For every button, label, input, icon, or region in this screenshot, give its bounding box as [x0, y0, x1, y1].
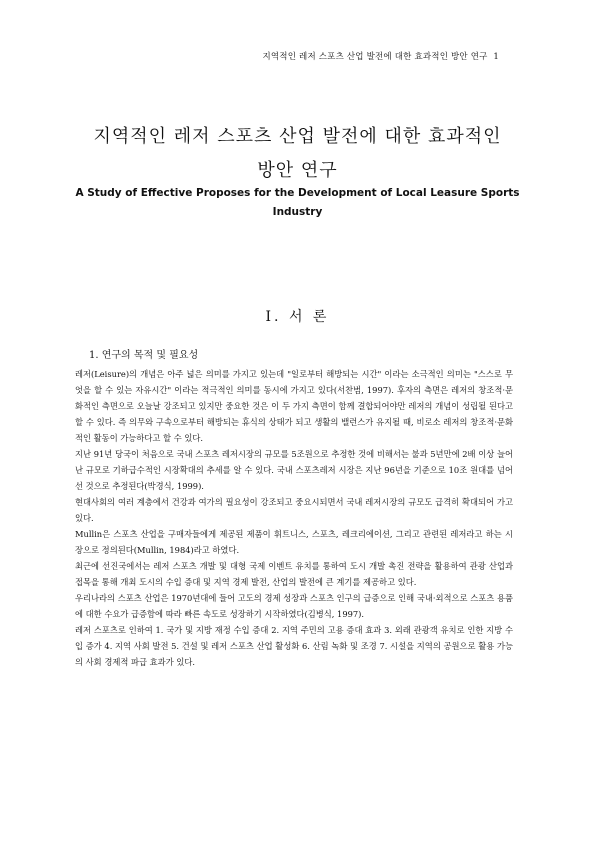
paragraph: 현대사회의 여러 계층에서 건강과 여가의 필요성이 강조되고 중요시되면서 국내 레저시장의 규모도 급격히 확대되어 가고 있다.: [75, 497, 513, 523]
running-title: 지역적인 레저 스포츠 산업 발전에 대한 효과적인 방안 연구: [262, 52, 488, 62]
paragraph: 레저 스포츠로 인하여 1. 국가 및 지방 재정 수입 증대 2. 지역 주민의 고용 증대 효과 3. 외래 관광객 유치로 인한 지방 수입 증가 4. 지역 사회 발전 5. 건설 및 레저 스포츠 산업 활성화 6. 산림 녹화 및 조경 7. 시설을 지역의 공원으로 활용 가능 의 사회 경제적 파급 효과가 있다.: [75, 625, 513, 667]
running-header: [262, 50, 499, 62]
body-text: [75, 366, 513, 670]
paragraph: 최근에 선진국에서는 레저 스포츠 개발 및 대형 국제 이벤트 유치를 통하여 도시 개발 촉진 전략을 활용하여 관광 산업과 접목을 통해 개최 도시의 수입 증대 및 지역 경제 발전, 산업의 발전에 큰 계기를 제공하고 있다.: [75, 561, 513, 587]
paragraph: 지난 91년 당국이 처음으로 국내 스포츠 레저시장의 규모를 5조원으로 추정한 것에 비해서는 불과 5년만에 2배 이상 늘어난 규모로 기하급수적인 시장확대의 추세를 알 수 있다. 국내 스포츠레저 시장은 지난 96년을 기준으로 10조 원대를 넘어선 것으로 추정된다(박경식, 1999).: [75, 449, 513, 491]
korean-title: [0, 120, 595, 188]
korean-title-line-2: 방안 연구: [257, 160, 338, 181]
subsection-heading: 1. 연구의 목적 및 필요성: [89, 350, 199, 361]
page-number: 1: [493, 52, 499, 62]
english-title: A Study of Effective Proposes for the Development of Local Leasure Sports Industry: [75, 187, 520, 218]
section-heading: Ⅰ. 서 론: [265, 309, 330, 325]
paragraph: 레저(Leisure)의 개념은 아주 넓은 의미를 가지고 있는데 "일로부터 해방되는 시간" 이라는 소극적인 의미는 "스스로 무엇을 할 수 있는 자유시간" 이라는 적극적인 의미를 동시에 가지고 있다(서찬범, 1997). 후자의 측면은 레저의 창조적·문화적인 측면으로 오늘날 강조되고 있지만 중요한 것은 이 두 가지 측면이 함께 결합되어야만 레저의 개념이 성립될 된다고 할 수 있다. 즉 의무와 구속으로부터 해방되는 휴식의 상태가 되고 생활의 밸런스가 유지될 때, 비로소 레저의 창조적·문화적인 활동이 가능하다고 할 수 있다.: [75, 369, 513, 443]
korean-title-line-1: 지역적인 레저 스포츠 산업 발전에 대한 효과적인: [93, 126, 502, 147]
paragraph: 우리나라의 스포츠 산업은 1970년대에 들어 고도의 경제 성장과 스포츠 인구의 급증으로 인해 국내·외적으로 스포츠 용품에 대한 수요가 급증함에 따라 빠른 속도로 성장하기 시작하였다(김병식, 1997).: [75, 593, 513, 619]
paragraph: Mullin은 스포츠 산업을 구매자들에게 제공된 제품이 휘트니스, 스포츠, 레크리에이션, 그리고 관련된 레저라고 하는 시장으로 정의된다(Mullin, 1984)라고 하였다.: [75, 529, 513, 555]
